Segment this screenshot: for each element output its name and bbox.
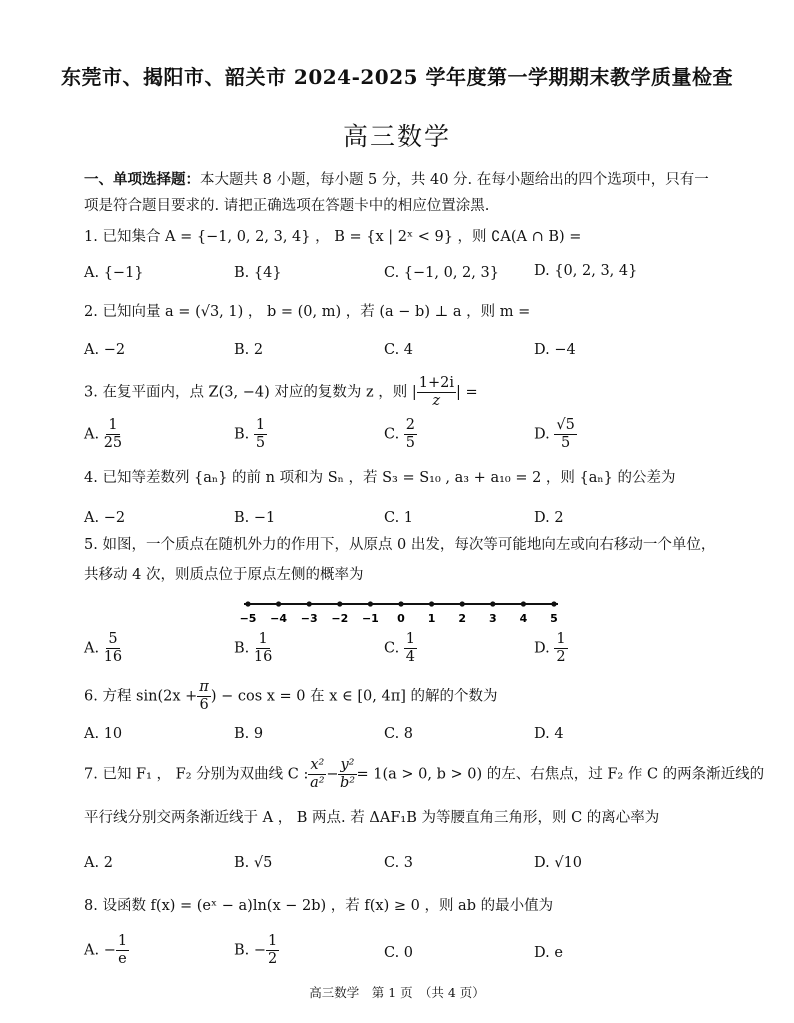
q5-c-frac	[404, 632, 417, 665]
q5-c-label: C.	[384, 640, 400, 657]
q6-fraction	[197, 680, 211, 713]
q8-a-frac	[116, 934, 129, 967]
q2-option-a: A. −2	[84, 342, 126, 358]
number-line-label: −1	[361, 612, 379, 625]
q5-stem-line2: 共移动 4 次，则质点位于原点左侧的概率为	[84, 567, 364, 583]
q4-option-d: D. 2	[534, 510, 564, 526]
q8-b-num: 1	[266, 934, 279, 951]
q7-minus: −	[326, 766, 339, 783]
number-line-label: 4	[519, 612, 528, 625]
number-line-point	[398, 601, 403, 606]
q5-a-den: 16	[103, 649, 123, 666]
number-line-point	[368, 601, 373, 606]
q1-option-d: D. {0, 2, 3, 4}	[534, 263, 638, 279]
number-line-label: 3	[488, 612, 497, 625]
q3-stem-post: | =	[455, 384, 478, 401]
q8-b-frac	[266, 934, 279, 967]
number-line-point	[276, 601, 281, 606]
q8-option-c	[384, 945, 413, 961]
q8-d-value: e	[554, 945, 563, 961]
section-intro	[84, 171, 709, 189]
q1-option-a: A. {−1}	[84, 265, 144, 281]
number-line-label: 0	[397, 612, 405, 625]
q7-frac-y	[338, 758, 356, 791]
number-line-point	[521, 601, 526, 606]
q7-frac1-den: a²	[310, 775, 325, 792]
page-footer: 高三数学 第 1 页 （共 4 页）	[309, 985, 485, 1000]
q8-a-label: A.	[84, 942, 100, 959]
q2-option-b: B. 2	[234, 342, 264, 358]
number-line-point	[245, 601, 250, 606]
number-line-point	[429, 601, 434, 606]
q3-option-b	[234, 418, 267, 451]
q8-stem: 8. 设函数 f(x) = (eˣ − a)ln(x − 2b) ，若 f(x) ≥ 0 ，则 ab 的最小值为	[84, 898, 554, 914]
q3-frac-num: 1+2i	[417, 376, 456, 393]
q3-a-frac	[104, 418, 122, 451]
q4-option-b: B. −1	[234, 510, 276, 526]
q3-fraction	[417, 376, 456, 409]
q6-option-a: A. 10	[84, 726, 123, 742]
q8-b-den: 2	[268, 951, 278, 968]
number-line-point	[460, 601, 465, 606]
q2-option-c: C. 4	[384, 342, 414, 358]
q3-d-num: √5	[554, 418, 576, 435]
q7-option-c: C. 3	[384, 855, 414, 871]
q3-stem	[84, 376, 478, 409]
number-line-label: −4	[270, 612, 288, 625]
q6-stem	[84, 680, 498, 713]
q7-frac-x	[308, 758, 326, 791]
q7-stem	[84, 758, 764, 791]
q4-stem: 4. 已知等差数列 {aₙ} 的前 n 项和为 Sₙ ，若 S₃ = S₁₀ , a₃ + a₁₀ = 2 ，则 {aₙ} 的公差为	[84, 470, 676, 486]
q3-c-label: C.	[384, 426, 400, 443]
number-line-label: 5	[550, 612, 558, 625]
q4-option-a: A. −2	[84, 510, 126, 526]
q3-option-d	[534, 418, 577, 451]
number-line-label: −2	[331, 612, 349, 625]
q5-d-label: D.	[534, 640, 550, 657]
number-line-label: −3	[300, 612, 318, 625]
q7-frac2-den: b²	[339, 775, 356, 792]
q7-option-a: A. 2	[84, 855, 113, 871]
q8-d-label: D.	[534, 945, 550, 961]
q6-frac-num: π	[197, 680, 211, 697]
exam-subtitle: 高三数学	[342, 122, 451, 151]
q6-option-d: D. 4	[534, 726, 564, 742]
q8-a-den: e	[118, 951, 127, 968]
q2-option-d: D. −4	[534, 342, 576, 358]
q7-frac1-num: x²	[308, 758, 326, 775]
q6-option-b: B. 9	[234, 726, 264, 742]
q5-d-num: 1	[554, 632, 567, 649]
q5-a-num: 5	[106, 632, 119, 649]
q8-c-value: 0	[403, 945, 414, 961]
number-line-point	[337, 601, 342, 606]
q3-c-den: 5	[405, 435, 416, 452]
section-label: 一、单项选择题：	[84, 171, 200, 188]
q7-option-d: D. √10	[534, 855, 583, 871]
q8-a-num: 1	[116, 934, 129, 951]
q5-d-frac	[554, 632, 567, 665]
number-line-label: −5	[239, 612, 257, 625]
section-intro-line1: 本大题共 8 小题，每小题 5 分，共 40 分. 在每小题给出的四个选项中，只有一	[200, 172, 709, 188]
q5-c-den: 4	[405, 649, 416, 666]
q3-c-frac	[404, 418, 417, 451]
q8-b-sign: −	[253, 942, 267, 959]
q8-c-label: C.	[384, 945, 400, 961]
q5-b-num: 1	[256, 632, 269, 649]
q1-option-c: C. {−1, 0, 2, 3}	[384, 265, 499, 281]
number-line-label: 1	[427, 612, 436, 625]
q3-d-label: D.	[534, 426, 550, 443]
q1-stem: 1. 已知集合 A = {−1, 0, 2, 3, 4} ， B = {x | 2ˣ < 9} ，则 ∁A(A ∩ B) =	[84, 229, 582, 245]
number-line-point	[551, 601, 556, 606]
number-line-point	[490, 601, 495, 606]
q5-stem-line1: 5. 如图，一个质点在随机外力的作用下，从原点 0 出发，每次等可能地向左或向右移动一个单位，	[84, 537, 716, 553]
section-intro-line2: 项是符合题目要求的. 请把正确选项在答题卡中的相应位置涂黑.	[84, 198, 490, 214]
q3-option-c	[384, 418, 417, 451]
q8-a-sign: −	[103, 942, 116, 959]
q3-b-label: B.	[234, 426, 250, 443]
q5-b-den: 16	[253, 649, 273, 666]
q3-a-den: 25	[103, 435, 123, 452]
exam-title: 东莞市、揭阳市、韶关市 2024-2025 学年度第一学期期末教学质量检查	[60, 65, 734, 89]
number-line-figure	[232, 596, 572, 630]
q7-stem-pre: 7. 已知 F₁ ， F₂ 分别为双曲线 C :	[84, 766, 309, 783]
q7-option-b: B. √5	[234, 855, 273, 871]
q3-option-a	[84, 418, 122, 451]
q8-option-d	[534, 945, 563, 961]
q3-d-den: 5	[560, 435, 571, 452]
q1-option-b: B. {4}	[234, 265, 282, 281]
q5-a-frac	[104, 632, 122, 665]
q3-b-den: 5	[255, 435, 266, 452]
q6-option-c: C. 8	[384, 726, 414, 742]
q7-stem-line2: 平行线分别交两条渐近线于 A ， B 两点. 若 ΔAF₁B 为等腰直角三角形，则 C 的离心率为	[84, 810, 660, 826]
q5-d-den: 2	[556, 649, 566, 666]
q3-d-frac	[554, 418, 576, 451]
q5-b-frac	[254, 632, 272, 665]
q3-a-label: A.	[84, 426, 100, 443]
q3-frac-den: z	[432, 393, 441, 410]
q5-a-label: A.	[84, 640, 100, 657]
q6-stem-post: ) − cos x = 0 在 x ∈ [0, 4π] 的解的个数为	[210, 688, 498, 705]
q3-stem-pre: 3. 在复平面内，点 Z(3, −4) 对应的复数为 z ，则 |	[84, 384, 417, 401]
q3-b-num: 1	[254, 418, 267, 435]
q5-option-d	[534, 632, 568, 665]
q5-option-a	[84, 632, 122, 665]
q3-c-num: 2	[404, 418, 417, 435]
q8-b-label: B.	[234, 942, 250, 959]
q5-c-num: 1	[404, 632, 417, 649]
q5-b-label: B.	[234, 640, 250, 657]
q7-frac2-num: y²	[338, 758, 356, 775]
q5-option-b	[234, 632, 272, 665]
q6-frac-den: 6	[199, 697, 209, 714]
number-line-point	[307, 601, 312, 606]
q3-b-frac	[254, 418, 267, 451]
q8-option-b	[234, 934, 279, 967]
q7-stem-post: = 1(a > 0, b > 0) 的左、右焦点，过 F₂ 作 C 的两条渐近线的	[356, 766, 765, 783]
q5-option-c	[384, 632, 417, 665]
q4-option-c: C. 1	[384, 510, 414, 526]
q3-a-num: 1	[106, 418, 119, 435]
number-line-label: 2	[458, 612, 467, 625]
q6-stem-pre: 6. 方程 sin(2x +	[84, 688, 198, 705]
q8-option-a	[84, 934, 129, 967]
q2-stem: 2. 已知向量 a = (√3, 1) ， b = (0, m) ，若 (a − b) ⊥ a ，则 m =	[84, 304, 531, 320]
